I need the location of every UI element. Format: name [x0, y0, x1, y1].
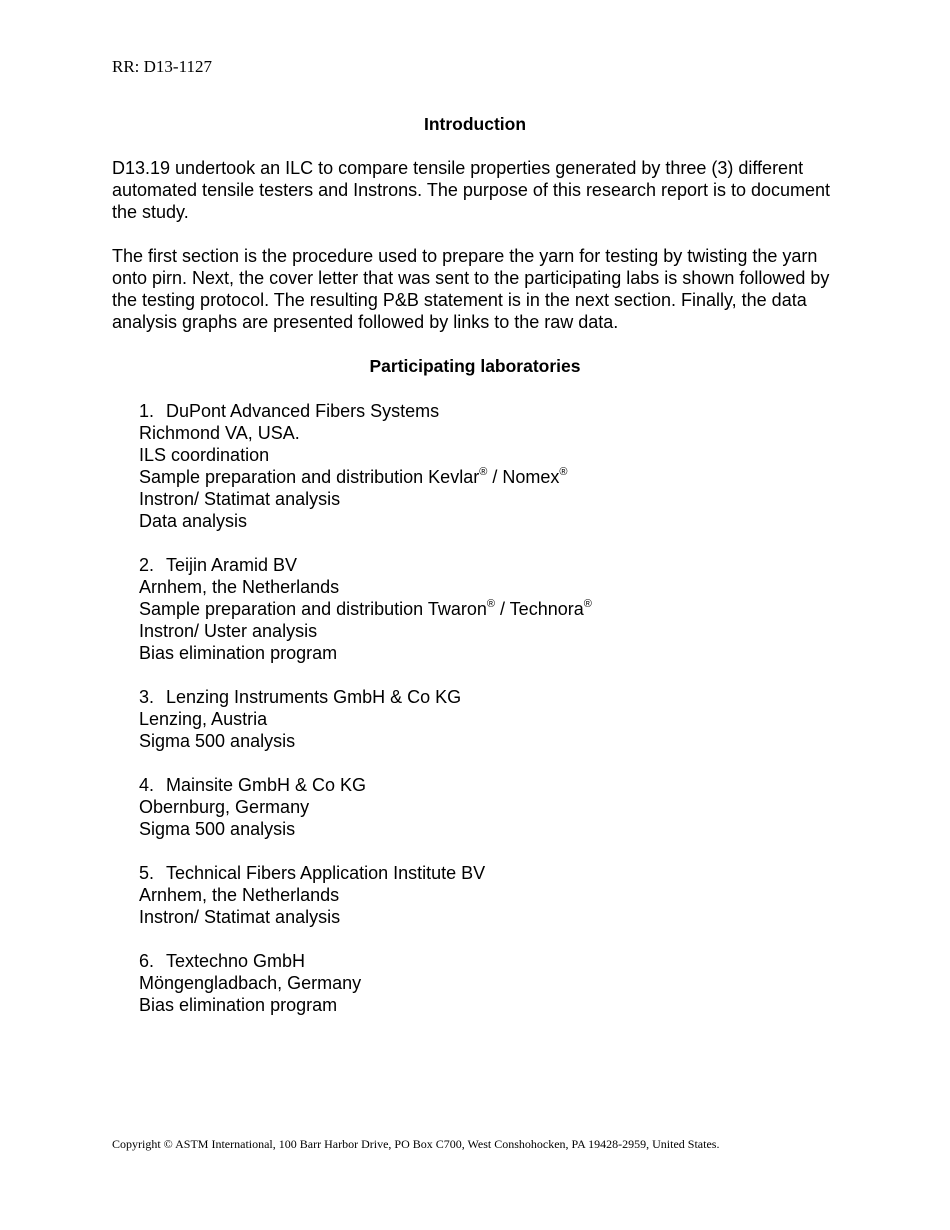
lab-location: Richmond VA, USA.: [139, 423, 300, 443]
registered-mark: ®: [486, 598, 495, 610]
lab-entry: [139, 774, 366, 840]
lab-role: Instron/ Statimat analysis: [139, 489, 341, 509]
lab-location: Arnhem, the Netherlands: [139, 885, 340, 905]
registered-mark: ®: [583, 598, 592, 610]
lab-role: ILS coordination: [139, 445, 270, 465]
laboratories-heading: Participating laboratories: [369, 356, 581, 376]
copyright-footer: Copyright © ASTM International, 100 Barr Harbor Drive, PO Box C700, West Conshohocken, PA 19428-2959, United States.: [112, 1137, 720, 1151]
lab-location: Möngengladbach, Germany: [139, 973, 362, 993]
lab-name: Technical Fibers Application Institute BV: [166, 863, 486, 883]
lab-number: 3.: [139, 687, 155, 707]
lab-role: Instron/ Statimat analysis: [139, 907, 341, 927]
lab-entry: [139, 400, 567, 532]
lab-role: Sigma 500 analysis: [139, 819, 296, 839]
registered-mark: ®: [559, 466, 568, 478]
prep-text: / Nomex: [487, 467, 560, 487]
lab-location: Arnhem, the Netherlands: [139, 577, 340, 597]
lab-title: [139, 400, 567, 422]
lab-role: Bias elimination program: [139, 995, 338, 1015]
lab-number: 6.: [139, 951, 155, 971]
lab-title: [139, 554, 592, 576]
lab-name: Textechno GmbH: [166, 951, 306, 971]
lab-entry: [139, 950, 361, 1016]
lab-entry: [139, 686, 461, 752]
intro-paragraph: The first section is the procedure used to prepare the yarn for testing by twisting the yarn onto pirn. Next, the cover letter that was sent to the participating labs is shown followed by the testing protocol. The resulting P&B statement is in the next section. Finally, the data analysis graphs are presented followed by links to the raw data.: [112, 246, 830, 332]
lab-title: [139, 862, 485, 884]
lab-title: [139, 950, 361, 972]
lab-name: Lenzing Instruments GmbH & Co KG: [166, 687, 462, 707]
lab-number: 1.: [139, 401, 155, 421]
lab-entry: [139, 862, 485, 928]
lab-number: 4.: [139, 775, 155, 795]
introduction-heading: Introduction: [423, 114, 527, 134]
lab-number: 2.: [139, 555, 155, 575]
lab-sample-prep: [139, 466, 567, 488]
lab-role: Sigma 500 analysis: [139, 731, 296, 751]
lab-role: Instron/ Uster analysis: [139, 621, 318, 641]
lab-sample-prep: [139, 598, 592, 620]
prep-text: Sample preparation and distribution Kevlar: [139, 467, 480, 487]
lab-title: [139, 686, 461, 708]
lab-location: Obernburg, Germany: [139, 797, 310, 817]
report-reference: RR: D13-1127: [112, 57, 212, 76]
lab-role: Bias elimination program: [139, 643, 338, 663]
lab-name: Teijin Aramid BV: [166, 555, 298, 575]
lab-entry: [139, 554, 592, 664]
lab-name: DuPont Advanced Fibers Systems: [166, 401, 440, 421]
lab-location: Lenzing, Austria: [139, 709, 268, 729]
lab-name: Mainsite GmbH & Co KG: [166, 775, 367, 795]
lab-number: 5.: [139, 863, 155, 883]
intro-paragraph: D13.19 undertook an ILC to compare tensile properties generated by three (3) different automated tensile testers and Instrons. The purpose of this research report is to document the study.: [112, 158, 831, 222]
lab-title: [139, 774, 366, 796]
prep-text: / Technora: [495, 599, 584, 619]
lab-role: Data analysis: [139, 511, 248, 531]
prep-text: Sample preparation and distribution Twaron: [139, 599, 487, 619]
registered-mark: ®: [479, 466, 488, 478]
